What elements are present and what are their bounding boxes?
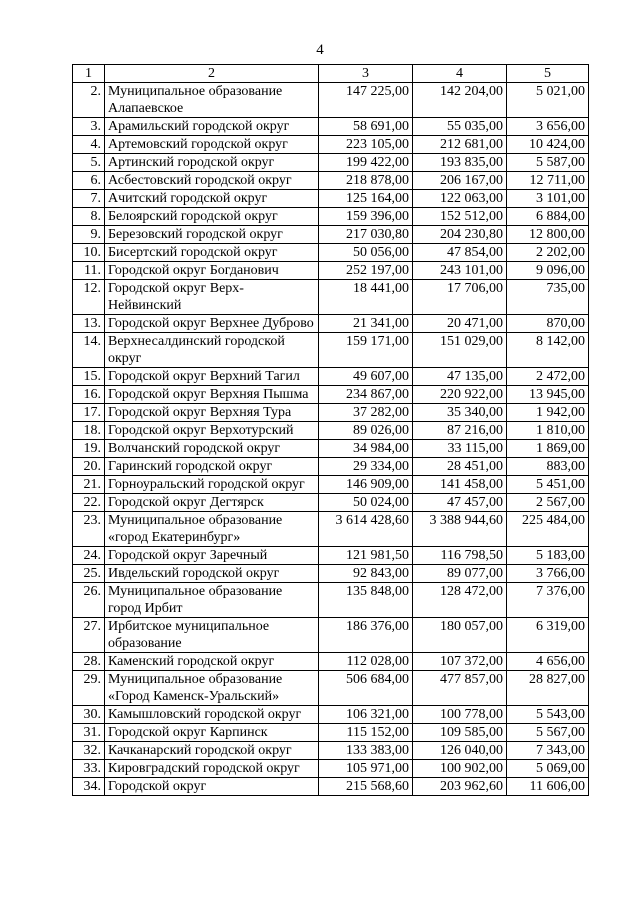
- value-col3: 50 024,00: [319, 494, 413, 512]
- value-col4: 206 167,00: [413, 172, 507, 190]
- municipality-name: Кировградский городской округ: [105, 760, 319, 778]
- value-col5: 5 021,00: [507, 83, 589, 118]
- municipality-name: Городской округ Верхнее Дуброво: [105, 315, 319, 333]
- value-col5: 6 884,00: [507, 208, 589, 226]
- table-row: [73, 333, 589, 368]
- table-row: [73, 565, 589, 583]
- value-col5: 5 587,00: [507, 154, 589, 172]
- value-col4: 141 458,00: [413, 476, 507, 494]
- value-col3: 159 171,00: [319, 333, 413, 368]
- row-number: 26.: [73, 583, 105, 618]
- municipality-name: Городской округ Дегтярск: [105, 494, 319, 512]
- municipality-name: Ачитский городской округ: [105, 190, 319, 208]
- value-col3: 29 334,00: [319, 458, 413, 476]
- value-col4: 128 472,00: [413, 583, 507, 618]
- value-col5: 12 711,00: [507, 172, 589, 190]
- municipality-name: Муниципальное образование «Город Каменск-Уральский»: [105, 671, 319, 706]
- value-col3: 89 026,00: [319, 422, 413, 440]
- table-row: [73, 118, 589, 136]
- value-col3: 106 321,00: [319, 706, 413, 724]
- value-col4: 87 216,00: [413, 422, 507, 440]
- value-col4: 243 101,00: [413, 262, 507, 280]
- value-col3: 50 056,00: [319, 244, 413, 262]
- value-col4: 47 457,00: [413, 494, 507, 512]
- value-col4: 28 451,00: [413, 458, 507, 476]
- value-col5: 13 945,00: [507, 386, 589, 404]
- value-col3: 146 909,00: [319, 476, 413, 494]
- row-number: 27.: [73, 618, 105, 653]
- row-number: 19.: [73, 440, 105, 458]
- value-col5: 1 869,00: [507, 440, 589, 458]
- row-number: 34.: [73, 778, 105, 796]
- row-number: 33.: [73, 760, 105, 778]
- table-row: [73, 315, 589, 333]
- municipality-name: Качканарский городской округ: [105, 742, 319, 760]
- table-row: [73, 760, 589, 778]
- municipality-name: Бисертский городской округ: [105, 244, 319, 262]
- row-number: 16.: [73, 386, 105, 404]
- value-col4: 20 471,00: [413, 315, 507, 333]
- table-row: [73, 368, 589, 386]
- value-col3: 186 376,00: [319, 618, 413, 653]
- table-row: [73, 244, 589, 262]
- value-col5: 3 101,00: [507, 190, 589, 208]
- municipality-name: Городской округ Богданович: [105, 262, 319, 280]
- value-col5: 10 424,00: [507, 136, 589, 154]
- value-col5: 7 376,00: [507, 583, 589, 618]
- table-row: [73, 386, 589, 404]
- value-col3: 218 878,00: [319, 172, 413, 190]
- value-col4: 116 798,50: [413, 547, 507, 565]
- value-col5: 9 096,00: [507, 262, 589, 280]
- value-col4: 193 835,00: [413, 154, 507, 172]
- page-number: 4: [316, 42, 324, 58]
- row-number: 7.: [73, 190, 105, 208]
- municipality-name: Березовский городской округ: [105, 226, 319, 244]
- table-row: [73, 618, 589, 653]
- table-row: [73, 172, 589, 190]
- value-col5: 225 484,00: [507, 512, 589, 547]
- table-row: [73, 154, 589, 172]
- value-col4: 55 035,00: [413, 118, 507, 136]
- table-row: [73, 724, 589, 742]
- value-col3: 34 984,00: [319, 440, 413, 458]
- value-col5: 883,00: [507, 458, 589, 476]
- value-col4: 47 854,00: [413, 244, 507, 262]
- municipality-name: Городской округ Верх-Нейвинский: [105, 280, 319, 315]
- row-number: 2.: [73, 83, 105, 118]
- table-row: [73, 404, 589, 422]
- value-col4: 3 388 944,60: [413, 512, 507, 547]
- municipality-name: Городской округ Заречный: [105, 547, 319, 565]
- table-row: [73, 494, 589, 512]
- table-header-row: [73, 65, 589, 83]
- municipality-name: Городской округ: [105, 778, 319, 796]
- value-col3: 252 197,00: [319, 262, 413, 280]
- table-row: [73, 136, 589, 154]
- value-col4: 204 230,80: [413, 226, 507, 244]
- value-col4: 109 585,00: [413, 724, 507, 742]
- value-col3: 112 028,00: [319, 653, 413, 671]
- value-col3: 147 225,00: [319, 83, 413, 118]
- table-row: [73, 671, 589, 706]
- value-col3: 3 614 428,60: [319, 512, 413, 547]
- value-col4: 89 077,00: [413, 565, 507, 583]
- row-number: 20.: [73, 458, 105, 476]
- value-col3: 199 422,00: [319, 154, 413, 172]
- row-number: 12.: [73, 280, 105, 315]
- value-col3: 121 981,50: [319, 547, 413, 565]
- municipality-name: Арамильский городской округ: [105, 118, 319, 136]
- value-col5: 870,00: [507, 315, 589, 333]
- value-col3: 217 030,80: [319, 226, 413, 244]
- municipality-name: Городской округ Верхний Тагил: [105, 368, 319, 386]
- table-row: [73, 190, 589, 208]
- value-col3: 92 843,00: [319, 565, 413, 583]
- municipality-name: Белоярский городской округ: [105, 208, 319, 226]
- value-col3: 125 164,00: [319, 190, 413, 208]
- value-col4: 126 040,00: [413, 742, 507, 760]
- value-col5: 11 606,00: [507, 778, 589, 796]
- table-row: [73, 83, 589, 118]
- row-number: 14.: [73, 333, 105, 368]
- row-number: 31.: [73, 724, 105, 742]
- value-col5: 2 472,00: [507, 368, 589, 386]
- table-row: [73, 440, 589, 458]
- table-row: [73, 512, 589, 547]
- table-row: [73, 778, 589, 796]
- value-col4: 35 340,00: [413, 404, 507, 422]
- value-col4: 212 681,00: [413, 136, 507, 154]
- table-row: [73, 422, 589, 440]
- row-number: 8.: [73, 208, 105, 226]
- row-number: 4.: [73, 136, 105, 154]
- table-row: [73, 208, 589, 226]
- table-row: [73, 280, 589, 315]
- header-cell: 2: [105, 65, 319, 83]
- value-col3: 234 867,00: [319, 386, 413, 404]
- row-number: 15.: [73, 368, 105, 386]
- municipality-name: Асбестовский городской округ: [105, 172, 319, 190]
- table-row: [73, 458, 589, 476]
- municipality-name: Артинский городской округ: [105, 154, 319, 172]
- value-col5: 735,00: [507, 280, 589, 315]
- value-col3: 115 152,00: [319, 724, 413, 742]
- value-col3: 37 282,00: [319, 404, 413, 422]
- value-col4: 477 857,00: [413, 671, 507, 706]
- row-number: 9.: [73, 226, 105, 244]
- value-col3: 215 568,60: [319, 778, 413, 796]
- row-number: 22.: [73, 494, 105, 512]
- municipality-name: Муниципальное образование город Ирбит: [105, 583, 319, 618]
- value-col4: 152 512,00: [413, 208, 507, 226]
- value-col3: 105 971,00: [319, 760, 413, 778]
- value-col5: 2 567,00: [507, 494, 589, 512]
- header-cell: 4: [413, 65, 507, 83]
- value-col4: 17 706,00: [413, 280, 507, 315]
- value-col3: 506 684,00: [319, 671, 413, 706]
- row-number: 24.: [73, 547, 105, 565]
- row-number: 28.: [73, 653, 105, 671]
- table-row: [73, 262, 589, 280]
- value-col4: 100 902,00: [413, 760, 507, 778]
- row-number: 5.: [73, 154, 105, 172]
- value-col5: 5 069,00: [507, 760, 589, 778]
- value-col3: 159 396,00: [319, 208, 413, 226]
- municipality-name: Городской округ Карпинск: [105, 724, 319, 742]
- value-col5: 3 656,00: [507, 118, 589, 136]
- value-col5: 7 343,00: [507, 742, 589, 760]
- table-row: [73, 742, 589, 760]
- value-col4: 220 922,00: [413, 386, 507, 404]
- municipality-name: Ирбитское муниципальное образование: [105, 618, 319, 653]
- municipality-name: Горноуральский городской округ: [105, 476, 319, 494]
- row-number: 17.: [73, 404, 105, 422]
- value-col5: 5 451,00: [507, 476, 589, 494]
- value-col5: 1 942,00: [507, 404, 589, 422]
- row-number: 29.: [73, 671, 105, 706]
- municipality-name: Городской округ Верхняя Пышма: [105, 386, 319, 404]
- table-row: [73, 583, 589, 618]
- value-col5: 8 142,00: [507, 333, 589, 368]
- row-number: 25.: [73, 565, 105, 583]
- municipality-name: Муниципальное образование Алапаевское: [105, 83, 319, 118]
- value-col3: 135 848,00: [319, 583, 413, 618]
- municipality-name: Гаринский городской округ: [105, 458, 319, 476]
- table-row: [73, 547, 589, 565]
- row-number: 21.: [73, 476, 105, 494]
- value-col3: 21 341,00: [319, 315, 413, 333]
- row-number: 30.: [73, 706, 105, 724]
- municipality-name: Муниципальное образование «город Екатеринбург»: [105, 512, 319, 547]
- value-col3: 133 383,00: [319, 742, 413, 760]
- value-col4: 33 115,00: [413, 440, 507, 458]
- value-col4: 180 057,00: [413, 618, 507, 653]
- municipality-name: Каменский городской округ: [105, 653, 319, 671]
- table-row: [73, 653, 589, 671]
- municipality-name: Артемовский городской округ: [105, 136, 319, 154]
- table-row: [73, 476, 589, 494]
- header-cell: 5: [507, 65, 589, 83]
- municipality-name: Ивдельский городской округ: [105, 565, 319, 583]
- value-col4: 203 962,60: [413, 778, 507, 796]
- value-col5: 28 827,00: [507, 671, 589, 706]
- row-number: 18.: [73, 422, 105, 440]
- value-col4: 47 135,00: [413, 368, 507, 386]
- municipality-name: Верхнесалдинский городской округ: [105, 333, 319, 368]
- value-col4: 122 063,00: [413, 190, 507, 208]
- value-col4: 100 778,00: [413, 706, 507, 724]
- value-col4: 142 204,00: [413, 83, 507, 118]
- row-number: 10.: [73, 244, 105, 262]
- value-col5: 1 810,00: [507, 422, 589, 440]
- value-col5: 5 183,00: [507, 547, 589, 565]
- municipality-name: Камышловский городской округ: [105, 706, 319, 724]
- value-col5: 3 766,00: [507, 565, 589, 583]
- row-number: 23.: [73, 512, 105, 547]
- value-col5: 6 319,00: [507, 618, 589, 653]
- value-col5: 2 202,00: [507, 244, 589, 262]
- header-cell: 3: [319, 65, 413, 83]
- municipality-name: Городской округ Верхотурский: [105, 422, 319, 440]
- table-row: [73, 226, 589, 244]
- value-col4: 151 029,00: [413, 333, 507, 368]
- table-row: [73, 706, 589, 724]
- value-col4: 107 372,00: [413, 653, 507, 671]
- value-col3: 49 607,00: [319, 368, 413, 386]
- row-number: 3.: [73, 118, 105, 136]
- row-number: 6.: [73, 172, 105, 190]
- header-cell: 1: [73, 65, 105, 83]
- municipality-name: Волчанский городской округ: [105, 440, 319, 458]
- municipality-name: Городской округ Верхняя Тура: [105, 404, 319, 422]
- value-col3: 18 441,00: [319, 280, 413, 315]
- row-number: 32.: [73, 742, 105, 760]
- value-col3: 58 691,00: [319, 118, 413, 136]
- value-col5: 4 656,00: [507, 653, 589, 671]
- row-number: 13.: [73, 315, 105, 333]
- row-number: 11.: [73, 262, 105, 280]
- value-col5: 5 543,00: [507, 706, 589, 724]
- budget-table: [72, 64, 589, 796]
- value-col3: 223 105,00: [319, 136, 413, 154]
- value-col5: 5 567,00: [507, 724, 589, 742]
- value-col5: 12 800,00: [507, 226, 589, 244]
